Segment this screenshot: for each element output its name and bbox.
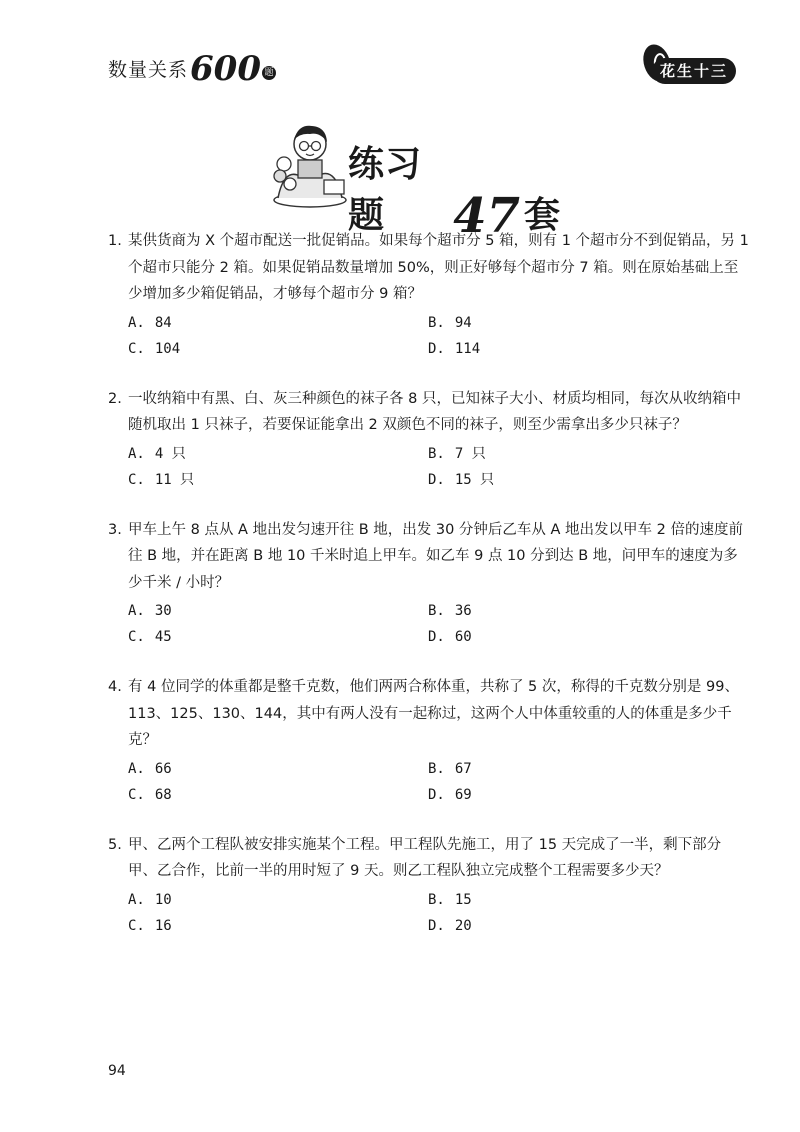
option-value: 4 只: [154, 445, 186, 462]
option-b: [428, 756, 728, 782]
option-value: 84: [154, 314, 172, 331]
question-text: 甲、乙两个工程队被安排实施某个工程。甲工程队先施工，用了 15 天完成了一半，剩下部分甲、乙合作，比前一半的用时短了 9 天。则乙工程队独立完成整个工程需要多少天？: [128, 836, 722, 879]
series-count: 600: [190, 49, 261, 89]
question-2: [108, 386, 750, 493]
book-series-title: [108, 49, 276, 89]
option-value: 36: [454, 603, 472, 619]
option-c: [128, 624, 428, 650]
question-number: 1.: [108, 233, 122, 249]
option-a: [128, 756, 428, 782]
option-value: 66: [154, 760, 172, 777]
option-c: [128, 782, 428, 808]
question-text: 某供货商为 X 个超市配送一批促销品。如果每个超市分 5 箱，则有 1 个超市分不到促销品，另 1 个超市只能分 2 箱。如果促销品数量增加 50%，则正好够每个超市分 7 箱。则在原始基础上至少增加多少箱促销品，才够每个超市分 9 箱？: [128, 233, 749, 302]
option-label: A.: [128, 760, 145, 777]
option-value: 104: [154, 340, 181, 357]
title-prefix: 练习题: [348, 144, 423, 236]
question-5: [108, 832, 750, 939]
option-label: B.: [428, 891, 445, 908]
option-d: [428, 336, 728, 362]
option-d: [428, 467, 728, 493]
option-value: 20: [454, 917, 472, 934]
option-a: [128, 310, 428, 336]
option-value: 67: [454, 760, 472, 777]
option-label: C.: [128, 629, 145, 645]
option-label: A.: [128, 891, 145, 908]
option-label: D.: [428, 786, 445, 803]
option-value: 30: [154, 603, 172, 619]
option-label: C.: [128, 786, 145, 803]
option-label: A.: [128, 314, 145, 331]
option-value: 15 只: [454, 471, 495, 488]
option-label: A.: [128, 445, 145, 462]
option-value: 69: [454, 786, 472, 803]
option-value: 114: [454, 340, 481, 357]
question-number: 5.: [108, 836, 122, 853]
brand-name: 花生十三: [652, 58, 736, 84]
option-label: C.: [128, 471, 145, 488]
question-3: [108, 517, 750, 651]
title-number: 47: [453, 188, 520, 244]
option-value: 16: [154, 917, 172, 934]
option-c: [128, 336, 428, 362]
option-value: 11 只: [154, 471, 195, 488]
option-a: [128, 441, 428, 467]
option-label: B.: [428, 760, 445, 777]
option-label: D.: [428, 471, 445, 488]
option-label: C.: [128, 340, 145, 357]
series-title: 数量关系: [108, 59, 189, 81]
option-label: B.: [428, 314, 445, 331]
option-label: A.: [128, 603, 145, 619]
question-number: 4.: [108, 679, 122, 695]
option-b: [428, 441, 728, 467]
reading-boy-icon: [270, 118, 350, 210]
option-c: [128, 913, 428, 939]
title-suffix: 套: [523, 195, 560, 236]
option-value: 94: [454, 314, 472, 331]
option-value: 45: [154, 629, 172, 645]
option-a: [128, 887, 428, 913]
option-d: [428, 782, 728, 808]
option-b: [428, 887, 728, 913]
option-b: [428, 310, 728, 336]
question-text: 甲车上午 8 点从 A 地出发匀速开往 B 地，出发 30 分钟后乙车从 A 地出发以甲车 2 倍的速度前往 B 地，并在距离 B 地 10 千米时追上甲车。如乙车 9 点 10 分到达 B 地，问甲车的速度为多少千米 / 小时？: [128, 521, 743, 591]
option-label: B.: [428, 445, 445, 462]
option-value: 60: [454, 629, 472, 645]
question-text: 有 4 位同学的体重都是整千克数，他们两两合称体重，共称了 5 次，称得的千克数分别是 99、113、125、130、144，其中有两人没有一起称过，这两个人中体重较重的人的体重是多少千克？: [128, 679, 739, 748]
option-value: 10: [154, 891, 172, 908]
question-list: [108, 228, 750, 963]
exercise-title: [270, 118, 560, 244]
option-label: C.: [128, 917, 145, 934]
question-1: [108, 228, 750, 362]
brand-logo: [642, 40, 738, 92]
question-number: 2.: [108, 390, 122, 407]
option-b: [428, 598, 728, 624]
option-value: 68: [154, 786, 172, 803]
question-number: 3.: [108, 521, 122, 538]
question-text: 一收纳箱中有黑、白、灰三种颜色的袜子各 8 只，已知袜子大小、材质均相同，每次从收纳箱中随机取出 1 只袜子，若要保证能拿出 2 双颜色不同的袜子，则至少需拿出多少只袜子？: [128, 390, 741, 433]
option-c: [128, 467, 428, 493]
option-d: [428, 913, 728, 939]
series-unit: 题: [262, 66, 276, 80]
option-a: [128, 598, 428, 624]
option-label: D.: [428, 340, 445, 357]
option-label: B.: [428, 603, 445, 619]
option-d: [428, 624, 728, 650]
option-label: D.: [428, 917, 445, 934]
question-4: [108, 674, 750, 808]
page-number: 94: [108, 1063, 126, 1079]
option-value: 7 只: [454, 445, 486, 462]
option-value: 15: [454, 891, 472, 908]
option-label: D.: [428, 629, 445, 645]
